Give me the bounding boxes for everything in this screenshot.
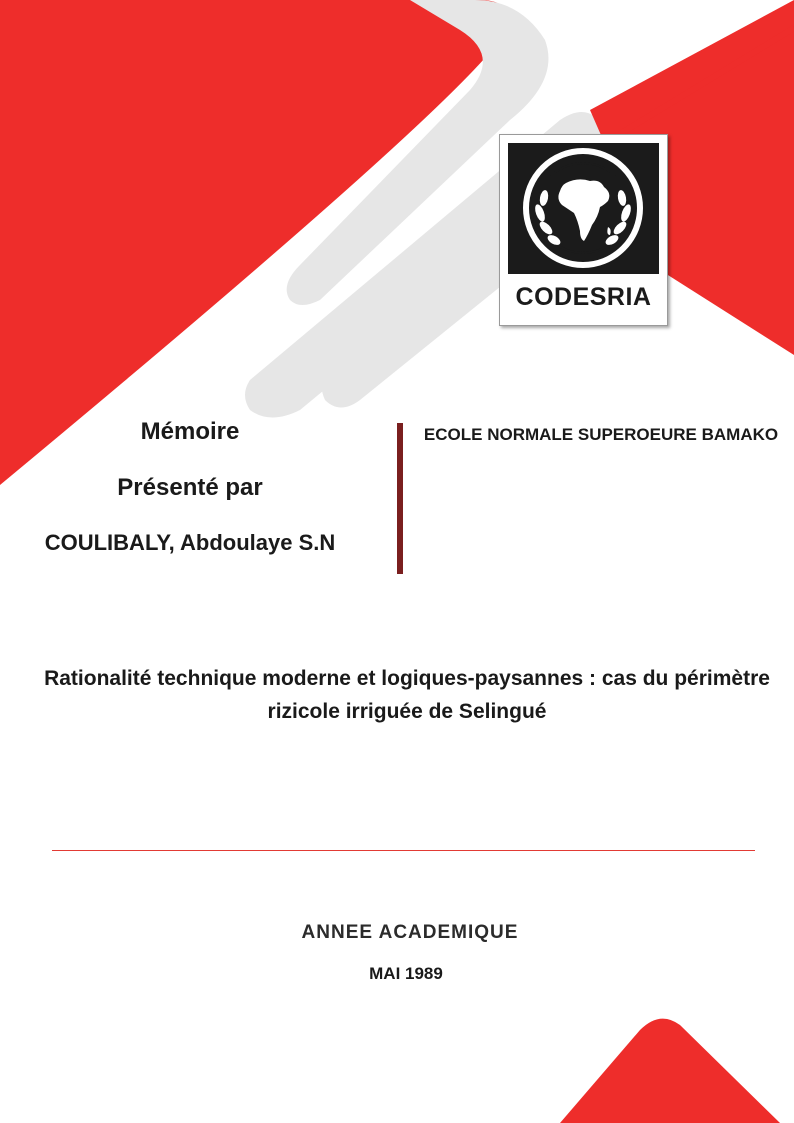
codesria-logo <box>499 134 668 326</box>
logo-text: CODESRIA <box>515 283 652 311</box>
presented-by-label: Présenté par <box>117 474 263 501</box>
institution-name: ECOLE NORMALE SUPEROEURE BAMAKO <box>423 425 779 444</box>
author-name: COULIBALY, Abdoulaye S.N <box>44 530 336 555</box>
horizontal-divider <box>52 850 755 851</box>
document-type: Mémoire <box>140 418 240 445</box>
submission-date: MAI 1989 <box>369 964 443 983</box>
red-bottom-triangle <box>560 1019 780 1123</box>
thesis-title: Rationalité technique moderne et logiques-paysannes : cas du périmètre rizicole irriguée de Selingué <box>44 667 770 723</box>
africa-wreath-icon <box>508 143 659 274</box>
logo-emblem <box>508 143 659 274</box>
vertical-divider <box>397 423 403 574</box>
academic-year-label: ANNEE ACADEMIQUE <box>301 922 519 943</box>
